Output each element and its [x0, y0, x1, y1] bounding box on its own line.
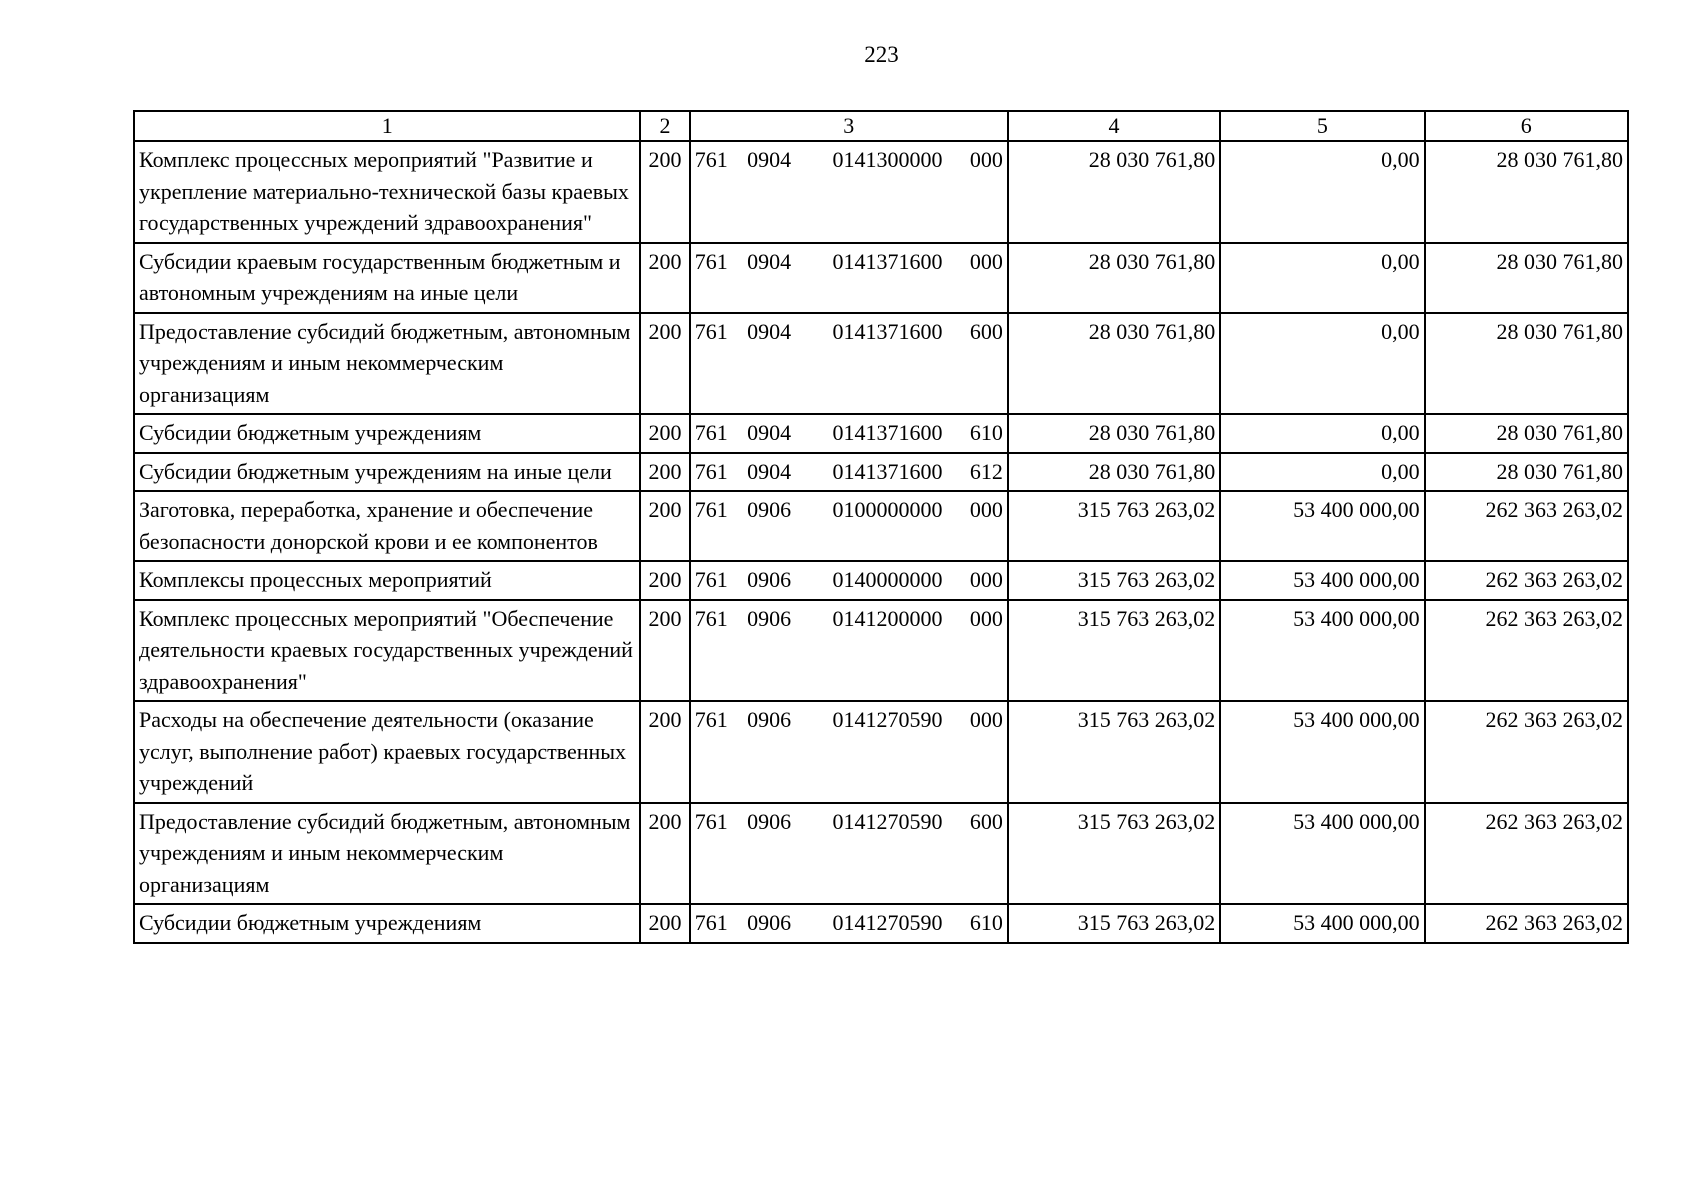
- column-4-amount: 315 763 263,02: [1008, 600, 1220, 702]
- column-6-amount: 28 030 761,80: [1425, 313, 1628, 415]
- expense-type-code: 000: [969, 605, 1003, 631]
- grbs-code: 761: [694, 707, 728, 732]
- column-header: 2: [640, 111, 689, 141]
- target-item-code: 0141270590: [832, 707, 943, 732]
- grbs-code: 761: [694, 605, 728, 631]
- expense-type-code: 600: [969, 808, 1003, 834]
- column-5-amount: 0,00: [1220, 414, 1424, 453]
- table-row: [134, 313, 1628, 415]
- table-row: [134, 600, 1628, 702]
- column-6-amount: 28 030 761,80: [1425, 243, 1628, 313]
- expense-type-code: 000: [969, 567, 1003, 592]
- column-6-amount: 262 363 263,02: [1425, 491, 1628, 561]
- table-row: [134, 904, 1628, 943]
- table-row: [134, 414, 1628, 453]
- section-code: 0904: [747, 248, 792, 274]
- row-name-cell: Комплексы процессных мероприятий: [134, 561, 640, 600]
- expense-type-code: 610: [969, 420, 1003, 445]
- column-5-amount: 53 400 000,00: [1220, 600, 1424, 702]
- column-3-cell: [690, 414, 1008, 453]
- row-name-cell: Заготовка, переработка, хранение и обеспечение безопасности донорской крови и ее компонентов: [134, 491, 640, 561]
- expense-type-code: 612: [969, 458, 1003, 484]
- row-name-cell: Комплекс процессных мероприятий "Развитие и укрепление материально-технической базы краевых государственных учреждений здравоохранения": [134, 141, 640, 243]
- expense-type-code: 000: [969, 497, 1003, 522]
- grbs-code: 761: [694, 458, 728, 484]
- expense-type-code: 610: [969, 910, 1003, 935]
- column-4-amount: 315 763 263,02: [1008, 803, 1220, 905]
- budget-classification-code: [695, 603, 1003, 635]
- column-header: 5: [1220, 111, 1424, 141]
- column-6-amount: 28 030 761,80: [1425, 141, 1628, 243]
- section-code: 0904: [747, 458, 792, 484]
- column-4-amount: 28 030 761,80: [1008, 414, 1220, 453]
- column-2-cell: 200: [640, 414, 689, 453]
- column-3-cell: [690, 561, 1008, 600]
- grbs-code: 761: [694, 567, 728, 592]
- column-2-cell: 200: [640, 491, 689, 561]
- budget-classification-code: [695, 456, 1003, 488]
- column-3-cell: [690, 453, 1008, 492]
- column-4-amount: 315 763 263,02: [1008, 561, 1220, 600]
- column-3-cell: [690, 243, 1008, 313]
- budget-classification-code: [695, 806, 1003, 838]
- section-code: 0904: [747, 318, 792, 344]
- budget-classification-code: [695, 494, 1003, 526]
- section-code: 0904: [747, 147, 792, 172]
- column-6-amount: 28 030 761,80: [1425, 414, 1628, 453]
- table-header-row: [134, 111, 1628, 141]
- column-header: 4: [1008, 111, 1220, 141]
- grbs-code: 761: [694, 248, 728, 274]
- column-5-amount: 53 400 000,00: [1220, 491, 1424, 561]
- row-name-cell: Расходы на обеспечение деятельности (оказание услуг, выполнение работ) краевых государственных учреждений: [134, 701, 640, 803]
- target-item-code: 0141371600: [832, 420, 943, 445]
- table-row: [134, 243, 1628, 313]
- column-4-amount: 28 030 761,80: [1008, 141, 1220, 243]
- expense-type-code: 000: [969, 707, 1003, 732]
- grbs-code: 761: [694, 420, 728, 445]
- table-row: [134, 803, 1628, 905]
- section-code: 0906: [747, 910, 792, 935]
- column-3-cell: [690, 600, 1008, 702]
- table-body: [134, 111, 1628, 943]
- column-4-amount: 315 763 263,02: [1008, 701, 1220, 803]
- column-3-cell: [690, 904, 1008, 943]
- column-4-amount: 315 763 263,02: [1008, 904, 1220, 943]
- row-name-cell: Субсидии краевым государственным бюджетным и автономным учреждениям на иные цели: [134, 243, 640, 313]
- budget-classification-code: [695, 564, 1003, 596]
- column-5-amount: 53 400 000,00: [1220, 561, 1424, 600]
- section-code: 0906: [747, 567, 792, 592]
- column-3-cell: [690, 701, 1008, 803]
- column-5-amount: 53 400 000,00: [1220, 701, 1424, 803]
- target-item-code: 0140000000: [832, 567, 943, 592]
- column-3-cell: [690, 313, 1008, 415]
- target-item-code: 0141270590: [832, 910, 943, 935]
- row-name-cell: Субсидии бюджетным учреждениям: [134, 414, 640, 453]
- column-2-cell: 200: [640, 701, 689, 803]
- column-2-cell: 200: [640, 904, 689, 943]
- row-name-cell: Предоставление субсидий бюджетным, автономным учреждениям и иным некоммерческим организациям: [134, 313, 640, 415]
- target-item-code: 0141270590: [832, 808, 943, 834]
- budget-classification-code: [695, 316, 1003, 348]
- column-6-amount: 28 030 761,80: [1425, 453, 1628, 492]
- page-number: 223: [864, 42, 899, 67]
- expense-type-code: 000: [969, 248, 1003, 274]
- expense-type-code: 600: [969, 318, 1003, 344]
- column-2-cell: 200: [640, 453, 689, 492]
- column-5-amount: 53 400 000,00: [1220, 904, 1424, 943]
- section-code: 0906: [747, 707, 792, 732]
- budget-classification-code: [695, 704, 1003, 736]
- budget-table: [133, 110, 1629, 944]
- column-6-amount: 262 363 263,02: [1425, 701, 1628, 803]
- target-item-code: 0141371600: [832, 318, 943, 344]
- target-item-code: 0141371600: [832, 458, 943, 484]
- section-code: 0906: [747, 605, 792, 631]
- column-4-amount: 28 030 761,80: [1008, 453, 1220, 492]
- grbs-code: 761: [694, 497, 728, 522]
- row-name-cell: Комплекс процессных мероприятий "Обеспечение деятельности краевых государственных учреждений здравоохранения": [134, 600, 640, 702]
- budget-classification-code: [695, 246, 1003, 278]
- grbs-code: 761: [694, 808, 728, 834]
- budget-classification-code: [695, 417, 1003, 449]
- column-3-cell: [690, 491, 1008, 561]
- column-header: 6: [1425, 111, 1628, 141]
- target-item-code: 0141300000: [832, 147, 943, 172]
- table-row: [134, 141, 1628, 243]
- section-code: 0906: [747, 497, 792, 522]
- target-item-code: 0100000000: [832, 497, 943, 522]
- column-2-cell: 200: [640, 141, 689, 243]
- column-6-amount: 262 363 263,02: [1425, 904, 1628, 943]
- budget-classification-code: [695, 907, 1003, 939]
- row-name-cell: Предоставление субсидий бюджетным, автономным учреждениям и иным некоммерческим организациям: [134, 803, 640, 905]
- row-name-cell: Субсидии бюджетным учреждениям на иные цели: [134, 453, 640, 492]
- column-5-amount: 0,00: [1220, 313, 1424, 415]
- column-3-cell: [690, 141, 1008, 243]
- column-2-cell: 200: [640, 243, 689, 313]
- column-5-amount: 0,00: [1220, 453, 1424, 492]
- table-row: [134, 561, 1628, 600]
- column-6-amount: 262 363 263,02: [1425, 600, 1628, 702]
- budget-classification-code: [695, 144, 1003, 176]
- column-header: 1: [134, 111, 640, 141]
- column-5-amount: 0,00: [1220, 243, 1424, 313]
- target-item-code: 0141200000: [832, 605, 943, 631]
- section-code: 0904: [747, 420, 792, 445]
- grbs-code: 761: [694, 318, 728, 344]
- table-row: [134, 701, 1628, 803]
- column-header: 3: [690, 111, 1008, 141]
- column-2-cell: 200: [640, 803, 689, 905]
- column-4-amount: 28 030 761,80: [1008, 243, 1220, 313]
- column-2-cell: 200: [640, 600, 689, 702]
- column-2-cell: 200: [640, 561, 689, 600]
- column-4-amount: 28 030 761,80: [1008, 313, 1220, 415]
- column-6-amount: 262 363 263,02: [1425, 561, 1628, 600]
- grbs-code: 761: [694, 910, 728, 935]
- table-row: [134, 453, 1628, 492]
- column-4-amount: 315 763 263,02: [1008, 491, 1220, 561]
- column-3-cell: [690, 803, 1008, 905]
- row-name-cell: Субсидии бюджетным учреждениям: [134, 904, 640, 943]
- grbs-code: 761: [694, 147, 728, 172]
- column-5-amount: 53 400 000,00: [1220, 803, 1424, 905]
- target-item-code: 0141371600: [832, 248, 943, 274]
- column-2-cell: 200: [640, 313, 689, 415]
- table-row: [134, 491, 1628, 561]
- column-6-amount: 262 363 263,02: [1425, 803, 1628, 905]
- section-code: 0906: [747, 808, 792, 834]
- expense-type-code: 000: [969, 147, 1003, 172]
- column-5-amount: 0,00: [1220, 141, 1424, 243]
